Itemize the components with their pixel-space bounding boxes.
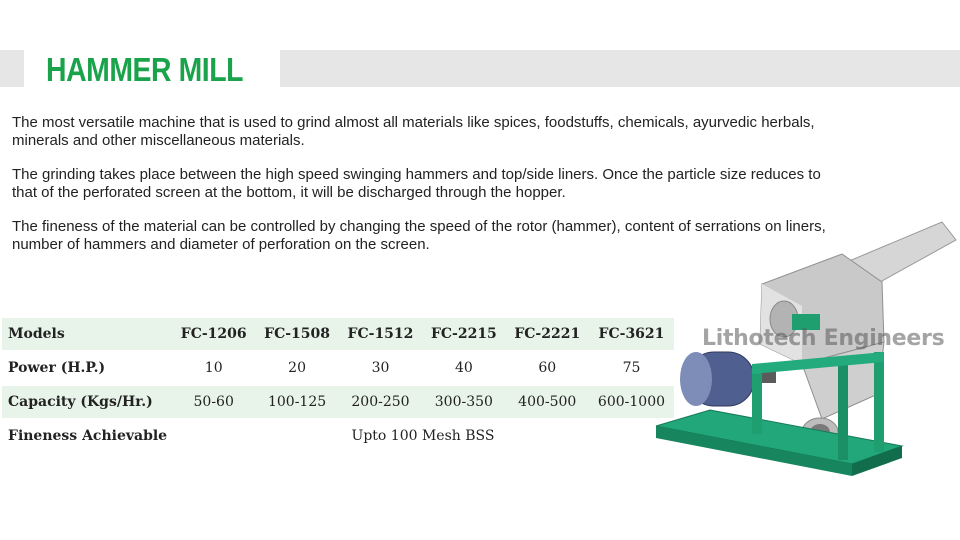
description-paragraph: The fineness of the material can be controlled by changing the speed of the rotor (hammer), content of serrations on liners, number of hammers and diameter of perforation on the screen. [12, 218, 826, 253]
table-row-fineness [2, 420, 674, 452]
page-title: HAMMER MILL [46, 51, 244, 88]
frame-post [874, 352, 884, 452]
capacity-cell: 600-1000 [589, 386, 674, 418]
frame-post [838, 364, 848, 460]
capacity-cell: 100-125 [255, 386, 338, 418]
row-label: Models [2, 318, 172, 350]
capacity-cell: 300-350 [422, 386, 505, 418]
fineness-cell: Upto 100 Mesh BSS [172, 420, 674, 452]
table-row-capacity [2, 386, 674, 418]
row-label: Capacity (Kgs/Hr.) [2, 386, 172, 418]
title-band-left-bar [0, 50, 24, 87]
title-band-right-bar [280, 50, 960, 87]
motor-end-cap [680, 352, 712, 406]
model-cell: FC-1508 [255, 318, 338, 350]
title-band [0, 50, 960, 87]
row-label: Fineness Achievable [2, 420, 172, 452]
watermark: Lithotech Engineers [702, 326, 945, 351]
capacity-cell: 50-60 [172, 386, 255, 418]
model-cell: FC-3621 [589, 318, 674, 350]
hammer-mill-image [652, 214, 958, 494]
power-cell: 40 [422, 352, 505, 384]
model-cell: FC-1206 [172, 318, 255, 350]
table-row-models [2, 318, 674, 350]
power-cell: 10 [172, 352, 255, 384]
frame-post [752, 364, 762, 434]
model-cell: FC-2221 [506, 318, 589, 350]
capacity-cell: 200-250 [339, 386, 422, 418]
description-paragraph: The most versatile machine that is used to grind almost all materials like spices, foodstuffs, chemicals, ayurvedic herbals, minerals and other miscellaneous materials. [12, 114, 815, 149]
power-cell: 30 [339, 352, 422, 384]
description-paragraph: The grinding takes place between the high speed swinging hammers and top/side liners. Once the particle size reduces to that of the perforated screen at the bottom, it will be discharged through the hopper. [12, 166, 821, 201]
row-label: Power (H.P.) [2, 352, 172, 384]
power-cell: 75 [589, 352, 674, 384]
model-cell: FC-2215 [422, 318, 505, 350]
power-cell: 20 [255, 352, 338, 384]
capacity-cell: 400-500 [506, 386, 589, 418]
table-row-power [2, 352, 674, 384]
model-cell: FC-1512 [339, 318, 422, 350]
power-cell: 60 [506, 352, 589, 384]
specs-table [2, 316, 674, 454]
